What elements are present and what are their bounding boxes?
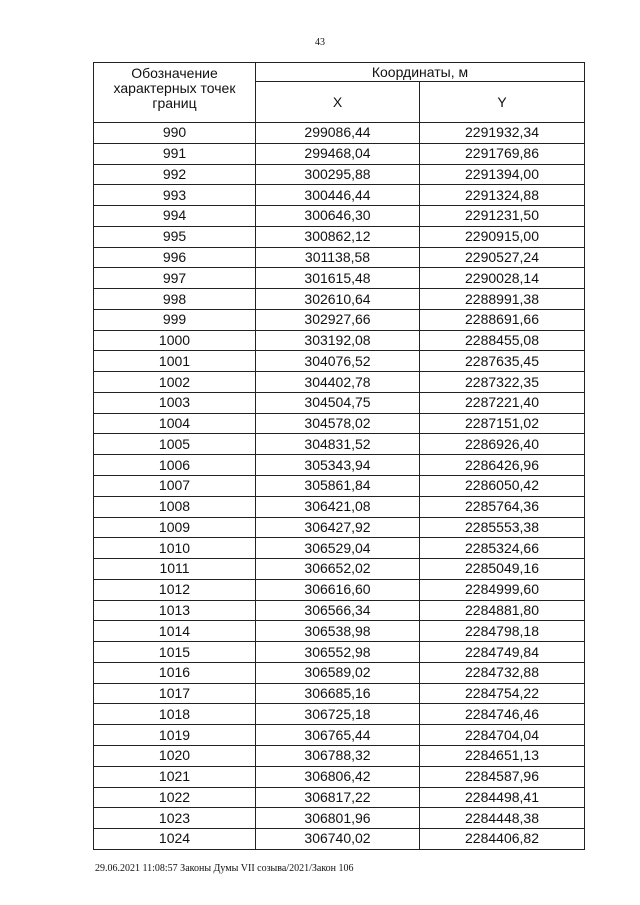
table-row [94, 268, 585, 289]
x-cell: 306427,92 [256, 517, 420, 538]
coordinates-table [93, 62, 585, 850]
header-point-designation: Обозначение характерных точек границ [94, 63, 256, 123]
x-cell: 306552,98 [256, 642, 420, 663]
point-cell: 997 [94, 268, 256, 289]
x-cell: 306529,04 [256, 538, 420, 559]
y-cell: 2284746,46 [420, 704, 585, 725]
y-cell: 2287151,02 [420, 413, 585, 434]
table-row [94, 247, 585, 268]
x-cell: 304831,52 [256, 434, 420, 455]
point-cell: 1001 [94, 351, 256, 372]
y-cell: 2284704,04 [420, 725, 585, 746]
x-cell: 306806,42 [256, 766, 420, 787]
y-cell: 2287221,40 [420, 392, 585, 413]
y-cell: 2285553,38 [420, 517, 585, 538]
point-cell: 1015 [94, 642, 256, 663]
y-cell: 2287635,45 [420, 351, 585, 372]
point-cell: 998 [94, 289, 256, 310]
point-cell: 1014 [94, 621, 256, 642]
point-cell: 1000 [94, 330, 256, 351]
point-cell: 1023 [94, 808, 256, 829]
x-cell: 301615,48 [256, 268, 420, 289]
point-cell: 990 [94, 123, 256, 144]
table-row [94, 517, 585, 538]
x-cell: 305343,94 [256, 455, 420, 476]
x-cell: 301138,58 [256, 247, 420, 268]
y-cell: 2284754,22 [420, 683, 585, 704]
y-cell: 2284999,60 [420, 579, 585, 600]
y-cell: 2290915,00 [420, 226, 585, 247]
y-cell: 2284732,88 [420, 662, 585, 683]
y-cell: 2284587,96 [420, 766, 585, 787]
point-cell: 1011 [94, 559, 256, 580]
point-cell: 1007 [94, 476, 256, 497]
table-body [94, 123, 585, 850]
y-cell: 2291769,86 [420, 143, 585, 164]
table-row [94, 392, 585, 413]
x-cell: 300446,44 [256, 185, 420, 206]
y-cell: 2288691,66 [420, 309, 585, 330]
table-row [94, 206, 585, 227]
x-cell: 306788,32 [256, 745, 420, 766]
y-cell: 2286050,42 [420, 476, 585, 497]
table-row [94, 123, 585, 144]
table-row [94, 226, 585, 247]
x-cell: 306740,02 [256, 829, 420, 850]
point-cell: 1009 [94, 517, 256, 538]
x-cell: 306616,60 [256, 579, 420, 600]
table-row [94, 662, 585, 683]
point-cell: 995 [94, 226, 256, 247]
y-cell: 2284406,82 [420, 829, 585, 850]
point-cell: 1004 [94, 413, 256, 434]
y-cell: 2290527,24 [420, 247, 585, 268]
x-cell: 306685,16 [256, 683, 420, 704]
y-cell: 2291932,34 [420, 123, 585, 144]
y-cell: 2291324,88 [420, 185, 585, 206]
y-cell: 2285324,66 [420, 538, 585, 559]
y-cell: 2287322,35 [420, 372, 585, 393]
x-cell: 300646,30 [256, 206, 420, 227]
point-cell: 1013 [94, 600, 256, 621]
point-cell: 1018 [94, 704, 256, 725]
y-cell: 2285049,16 [420, 559, 585, 580]
point-cell: 1016 [94, 662, 256, 683]
header-x: X [256, 82, 420, 123]
x-cell: 306765,44 [256, 725, 420, 746]
x-cell: 304504,75 [256, 392, 420, 413]
x-cell: 303192,08 [256, 330, 420, 351]
point-cell: 1017 [94, 683, 256, 704]
table-row [94, 787, 585, 808]
y-cell: 2288455,08 [420, 330, 585, 351]
point-cell: 1021 [94, 766, 256, 787]
point-cell: 992 [94, 164, 256, 185]
point-cell: 1002 [94, 372, 256, 393]
point-cell: 1012 [94, 579, 256, 600]
point-cell: 991 [94, 143, 256, 164]
x-cell: 306589,02 [256, 662, 420, 683]
y-cell: 2284448,38 [420, 808, 585, 829]
x-cell: 306817,22 [256, 787, 420, 808]
point-cell: 1008 [94, 496, 256, 517]
table-row [94, 185, 585, 206]
point-cell: 999 [94, 309, 256, 330]
table-row [94, 372, 585, 393]
table-row [94, 476, 585, 497]
table-row [94, 766, 585, 787]
point-cell: 994 [94, 206, 256, 227]
x-cell: 302610,64 [256, 289, 420, 310]
x-cell: 304076,52 [256, 351, 420, 372]
point-cell: 1022 [94, 787, 256, 808]
table-row [94, 683, 585, 704]
table-row [94, 309, 585, 330]
x-cell: 306652,02 [256, 559, 420, 580]
header-coordinates: Координаты, м [256, 63, 585, 82]
x-cell: 305861,84 [256, 476, 420, 497]
table-row [94, 579, 585, 600]
table-row [94, 164, 585, 185]
table-row [94, 351, 585, 372]
page-number: 43 [315, 37, 325, 48]
header-y: Y [420, 82, 585, 123]
table-row [94, 455, 585, 476]
footer-stamp: 29.06.2021 11:08:57 Законы Думы VII созыва/2021/Закон 106 [95, 863, 354, 874]
x-cell: 304578,02 [256, 413, 420, 434]
x-cell: 306538,98 [256, 621, 420, 642]
table-row [94, 496, 585, 517]
x-cell: 300862,12 [256, 226, 420, 247]
x-cell: 304402,78 [256, 372, 420, 393]
y-cell: 2284798,18 [420, 621, 585, 642]
y-cell: 2286426,96 [420, 455, 585, 476]
point-cell: 1005 [94, 434, 256, 455]
table-row [94, 330, 585, 351]
y-cell: 2284651,13 [420, 745, 585, 766]
point-cell: 1019 [94, 725, 256, 746]
x-cell: 300295,88 [256, 164, 420, 185]
y-cell: 2291394,00 [420, 164, 585, 185]
table-row [94, 143, 585, 164]
table-row [94, 559, 585, 580]
y-cell: 2291231,50 [420, 206, 585, 227]
y-cell: 2284749,84 [420, 642, 585, 663]
table-row [94, 600, 585, 621]
table-row [94, 829, 585, 850]
y-cell: 2285764,36 [420, 496, 585, 517]
table-row [94, 538, 585, 559]
table-row [94, 725, 585, 746]
table-row [94, 289, 585, 310]
y-cell: 2284881,80 [420, 600, 585, 621]
table-row [94, 413, 585, 434]
table-row [94, 642, 585, 663]
table-row [94, 621, 585, 642]
point-cell: 996 [94, 247, 256, 268]
x-cell: 302927,66 [256, 309, 420, 330]
x-cell: 306725,18 [256, 704, 420, 725]
x-cell: 306801,96 [256, 808, 420, 829]
table-row [94, 434, 585, 455]
point-cell: 993 [94, 185, 256, 206]
point-cell: 1024 [94, 829, 256, 850]
x-cell: 299086,44 [256, 123, 420, 144]
point-cell: 1006 [94, 455, 256, 476]
point-cell: 1020 [94, 745, 256, 766]
x-cell: 306421,08 [256, 496, 420, 517]
point-cell: 1010 [94, 538, 256, 559]
y-cell: 2284498,41 [420, 787, 585, 808]
point-cell: 1003 [94, 392, 256, 413]
table-row [94, 745, 585, 766]
y-cell: 2288991,38 [420, 289, 585, 310]
y-cell: 2290028,14 [420, 268, 585, 289]
table-row [94, 808, 585, 829]
table-row [94, 704, 585, 725]
y-cell: 2286926,40 [420, 434, 585, 455]
x-cell: 299468,04 [256, 143, 420, 164]
x-cell: 306566,34 [256, 600, 420, 621]
